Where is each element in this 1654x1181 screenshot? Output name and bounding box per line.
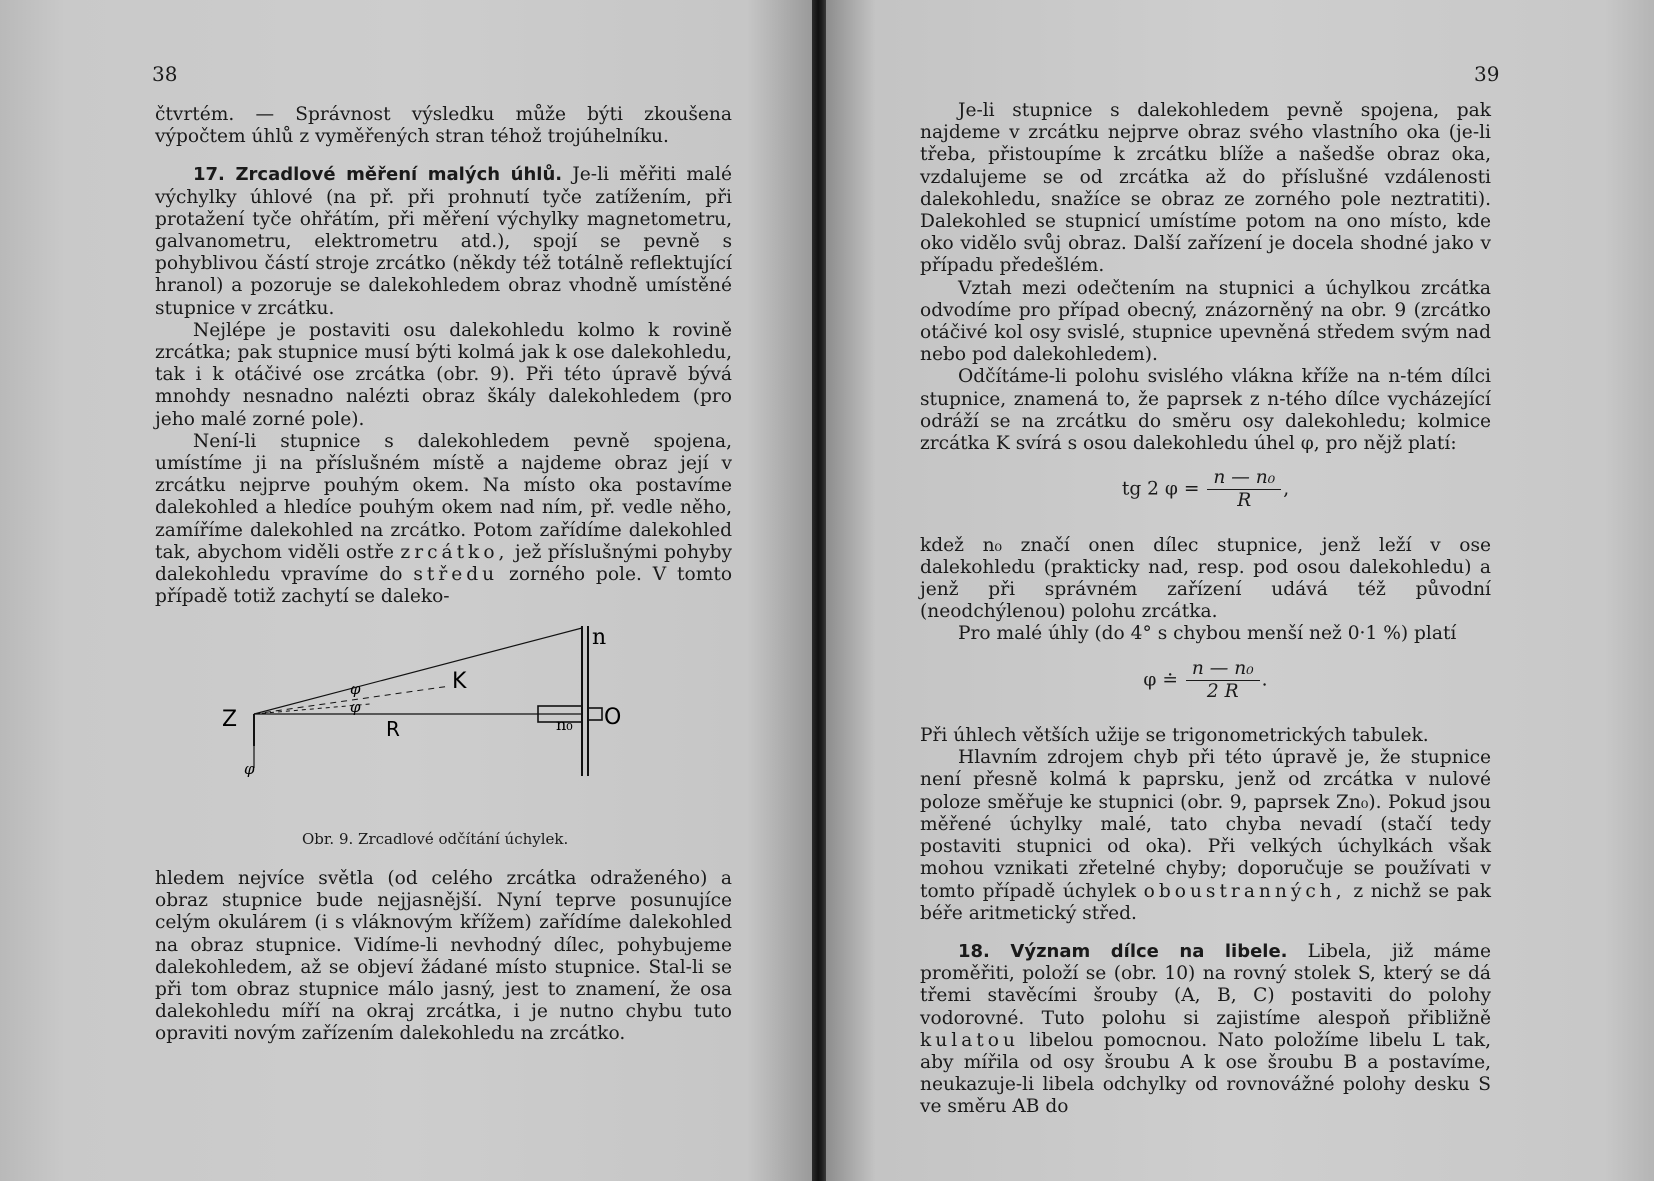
label-K: K [452, 669, 467, 694]
paragraph: Není-li stupnice s dalekohledem pevně spojena, umístíme ji na příslušném místě a najdeme obraz její v zrcátku nejprve pouhým okem. Na místo oka postavíme dalekohled a hledíce pouhým okem nad ním, př. vedle něho, zamíříme dalekohled na zrcátko. Potom zařídíme dalekohled tak, abychom viděli ostře zrcátko, jež příslušnými pohyby dalekohledu vpravíme do středu zorného pole. V tomto případě totiž zachytí se daleko- [155, 430, 733, 608]
paragraph: hledem nejvíce světla (od celého zrcátka odraženého) a obraz stupnice bude nejjasnější. Nyní teprve posunujíce celým okulárem (i s vláknovým křížem) zařídíme dalekohled na obraz stupnice. Vidíme-li nevhodný dílec, pohybujeme dalekohledem, až se objeví žádané místo stupnice. Stal-li se při tom obraz stupnice málo jasný, jest to znamení, že osa dalekohledu míří na okraj zrcátka, i je nutno chybu tuto opraviti novým zařízením dalekohledu na zrcátko. [155, 868, 732, 1045]
right-text [920, 100, 1491, 1119]
section-17: 17. Zrcadlové měření malých úhlů. Je-li měřiti malé výchylky úhlové (na př. při prohnutí tyče zatížením, při protažení tyče ohřátím, při měření výchylky magnetometru, galvanometru, elektrometru atd.), spojí se pevně s pohyblivou částí stroje zrcátko (někdy též totálně reflektující hranol) a pozoruje se dalekohledem obraz vhodně umístěné stupnice v zrcátku. [155, 164, 732, 319]
book-gutter [812, 0, 826, 1181]
label-phi: φ [350, 680, 361, 698]
section-heading: 17. Zrcadlové měření malých úhlů. [193, 164, 563, 186]
label-n: n [592, 625, 607, 650]
paragraph: Odčítáme-li polohu svislého vlákna kříže na n-tém dílci stupnice, znamená to, že paprsek z n-tého dílce vycházející odráží se na zrcátku do směru osy dalekohledu; kolmice zrcátka K svírá s osou dalekohledu úhel φ, pro nějž platí: [920, 366, 1491, 455]
paragraph: Hlavním zdrojem chyb při této úpravě je, že stupnice není přesně kolmá k paprsku, jenž od zrcátka v nulové poloze směřuje ke stupnici (obr. 9, paprsek Zn₀). Pokud jsou měřené úchylky malé, tato chyba nevadí (stačí tedy postaviti stupnici od oka). Při velkých úchylkách však mohou vznikati zřetelné chyby; doporučuje se používati v tomto případě úchylek oboustranných, z nichž se pak béře aritmetický střed. [920, 747, 1491, 924]
right-page [826, 0, 1654, 1181]
mirror-reading-figure [220, 618, 680, 778]
paragraph: čtvrtém. — Správnost výsledku může býti zkoušena výpočtem úhlů z vyměřených stran téhož trojúhelníku. [155, 104, 732, 148]
label-n0: n₀ [556, 715, 573, 734]
equation-1: tg 2 φ = $\frac{\text{n — n₀}}{R}$ , [1121, 467, 1290, 512]
paragraph: Je-li stupnice s dalekohledem pevně spojena, pak najdeme v zrcátku nejprve obraz svého vlastního oka (je-li třeba, přistoupíme k zrcátku blíže a našedše obraz oka, vzdalujeme se od zrcátka až do příslušné vzdálenosti dalekohledu, snažíce se obraz ze zorného pole neztratiti). Dalekohled se stupnicí umístíme potom na ono místo, kde oko vidělo svůj obraz. Další zařízení je docela shodné jako v případu předešlém. [920, 100, 1491, 277]
paragraph: Nejlépe je postaviti osu dalekohledu kolmo k rovině zrcátka; pak stupnice musí býti kolmá jak k ose dalekohledu, tak i k otáčivé ose zrcátka (obr. 9). Při této úpravě bývá mnohdy nesnadno nalézti obraz škály dalekohledem (pro jeho malé zorné pole). [155, 319, 732, 430]
label-O: O [604, 705, 622, 730]
label-phi: φ [244, 760, 255, 778]
paragraph: Pro malé úhly (do 4° s chybou menší než 0·1 %) platí [958, 623, 1457, 645]
page-number: 38 [152, 62, 178, 86]
ray-line [254, 628, 582, 714]
eyepiece [588, 708, 602, 720]
equation-2: φ ≐ $\frac{\text{n — n₀}}{2 R}$ . [1143, 657, 1268, 702]
label-Z: Z [222, 707, 238, 732]
fraction: $\frac{\text{n — n₀}}{R}$ [1207, 467, 1281, 512]
section-18: 18. Význam dílce na libele. Libela, již máme proměřiti, položí se (obr. 10) na rovný stolek S, který se dá třemi stavěcími šrouby (A, B, C) postaviti do polohy vodorovné. Tuto polohu si zajistíme alespoň přibližně kulatou libelou pomocnou. Nato položíme libelu L tak, aby mířila od osy šroubu A k ose šroubu B a postavíme, neukazuje-li libela odchylky od rovnovážné polohy desku S ve směru AB do [920, 940, 1491, 1118]
left-bottom-text [155, 868, 732, 1046]
page-number: 39 [1474, 62, 1500, 86]
figure-caption: Obr. 9. Zrcadlové odčítání úchylek. [302, 830, 569, 848]
left-top-text [155, 104, 732, 608]
fraction: $\frac{\text{n — n₀}}{2 R}$ [1186, 658, 1260, 703]
paragraph: Vztah mezi odečtením na stupnici a úchylkou zrcátka odvodíme pro případ obecný, znázorněný na obr. 9 (zrcátko otáčivé kol osy svislé, stupnice upevněná středem svým nad nebo pod dalekohledem). [920, 277, 1491, 366]
paragraph: kdež n₀ značí onen dílec stupnice, jenž leží v ose dalekohledu (prakticky nad, resp. pod osou dalekohledu) a jenž při správném zařízení udává též původní (neodchýlenou) polohu zrcátka. [920, 534, 1491, 623]
left-page [0, 0, 812, 1181]
paragraph: Při úhlech větších užije se trigonometrických tabulek. [920, 725, 1429, 747]
section-heading: 18. Význam dílce na libele. [958, 940, 1288, 962]
label-R: R [386, 717, 400, 741]
label-phi: φ [350, 698, 361, 716]
